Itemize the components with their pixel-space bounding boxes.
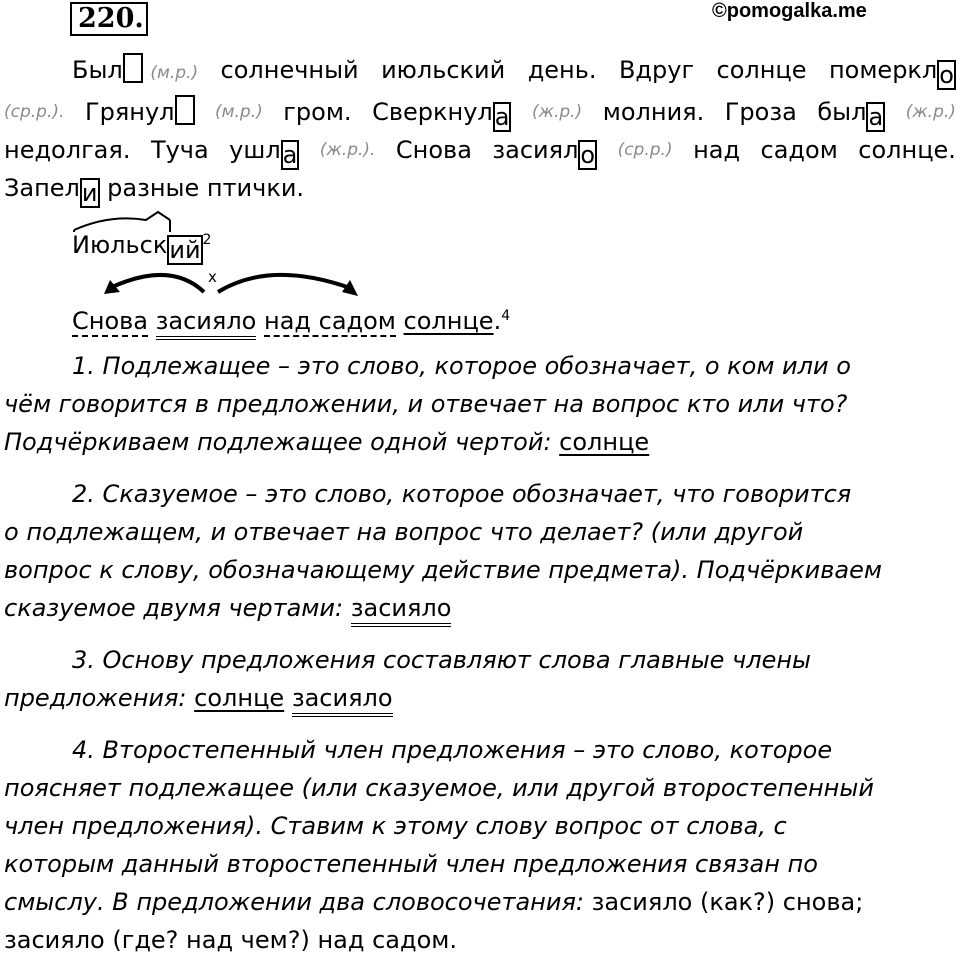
text-line-4 (4, 168, 960, 208)
text-line-1 (72, 50, 956, 90)
word: день. (527, 56, 597, 84)
point-2-line-4 (4, 588, 960, 628)
word: молния. (602, 98, 705, 126)
ending-box: а (868, 103, 884, 131)
gender-label: (ж.р.) (905, 102, 956, 122)
arrow-left (110, 275, 204, 292)
point-2-line-3: вопрос к слову, обозначающему действие предмета). Подчёркиваем (4, 556, 882, 584)
point-4-line-5 (4, 882, 960, 922)
point-4-line-2: поясняет подлежащее (или сказуемое, или другой второстепенный (4, 774, 874, 802)
adverbial-word: Снова (72, 307, 148, 335)
word: солнце (716, 56, 807, 84)
point-1-line-2: чём говорится в предложении, и отвечает на вопрос кто или что? (4, 390, 848, 418)
point-text: смыслу. В предложении два словосочетания: (4, 888, 584, 916)
morph-analysis (72, 220, 960, 264)
point-3-line-1: 3. Основу предложения составляют слова главные члены (72, 646, 811, 674)
root-arc (70, 210, 180, 232)
word: гром. (283, 98, 352, 126)
ending-box: о (939, 61, 954, 89)
cross-mark: x (208, 268, 217, 286)
ending-box: о (580, 141, 596, 169)
word: Грянул (84, 98, 175, 126)
word: июльский (381, 56, 506, 84)
word: Сверкнул (372, 98, 493, 126)
point-4-line-4: которым данный второстепенный член предложения связан по (4, 850, 818, 878)
point-3-line-2 (4, 678, 960, 718)
gender-label: (ж.р.) (532, 102, 583, 122)
ending-box-empty (175, 95, 195, 125)
period: . (493, 307, 502, 335)
word: Был (72, 56, 123, 84)
arrow-right (218, 275, 350, 292)
word: померкл (828, 56, 938, 84)
word: солнечный (220, 56, 359, 84)
predicate-word: засияло (156, 307, 257, 340)
word: над (693, 136, 741, 164)
word: Гроза (724, 98, 797, 126)
gender-label: (ср.р.) (617, 140, 673, 160)
word: садом (760, 136, 838, 164)
watermark: ©pomogalka.me (712, 0, 867, 22)
subject-word: солнце (403, 307, 494, 335)
analysis-index: 4 (501, 308, 511, 324)
text-line-2 (4, 92, 956, 132)
word: Запел (4, 174, 80, 202)
word: солнце. (858, 136, 956, 164)
gender-label: (м.р.) (215, 102, 263, 122)
point-text: сказуемое двумя чертами: (4, 594, 344, 622)
word: ушл (229, 136, 281, 164)
word: разные птички. (107, 174, 305, 202)
word: Снова (395, 136, 472, 164)
predicate-example: засияло (351, 594, 452, 627)
point-4-line-1: 4. Второстепенный член предложения – это слово, которое (72, 736, 833, 764)
point-text: Подчёркиваем подлежащее одной чертой: (4, 428, 552, 456)
point-2-line-2: о подлежащем, и отвечает на вопрос что делает? (или другой (4, 518, 804, 546)
ending-box: а (282, 141, 298, 169)
arrow-left-head (104, 280, 120, 294)
word: Вдруг (618, 56, 695, 84)
ending-box: и (81, 179, 98, 207)
word: недолгая. (4, 136, 131, 164)
text-line-3 (4, 130, 956, 170)
collocation-1: засияло (как?) снова; (591, 888, 864, 916)
point-1-line-1: 1. Подлежащее – это слово, которое обозначает, о ком или о (72, 352, 851, 380)
ending-box: а (494, 103, 510, 131)
point-text: предложения: (4, 684, 187, 712)
word: засиял (492, 136, 579, 164)
point-1-line-3 (4, 422, 960, 462)
ending-box: ий (169, 236, 201, 264)
point-4-line-3: член предложения). Ставим к этому слову вопрос от слова, с (4, 812, 787, 840)
word: был (817, 98, 867, 126)
predicate-example: засияло (292, 684, 393, 717)
ending-box-empty (123, 53, 143, 83)
gender-label: (м.р.) (150, 63, 199, 83)
sentence-analysis (72, 296, 960, 336)
word-root: Июльск (72, 231, 168, 259)
gender-label: (ср.р.). (4, 102, 65, 122)
subject-example: солнце (194, 684, 285, 712)
point-2-line-1: 2. Сказуемое – это слово, которое обозначает, что говорится (72, 480, 852, 508)
gender-label: (ж.р.). (319, 140, 376, 160)
adverbial-phrase: над садом (264, 307, 396, 335)
point-4-line-6: засияло (где? над чем?) над садом. (4, 926, 457, 954)
analysis-index: 2 (202, 232, 212, 248)
exercise-number: 220. (70, 2, 148, 36)
subject-example: солнце (559, 428, 650, 456)
word: Туча (150, 136, 209, 164)
